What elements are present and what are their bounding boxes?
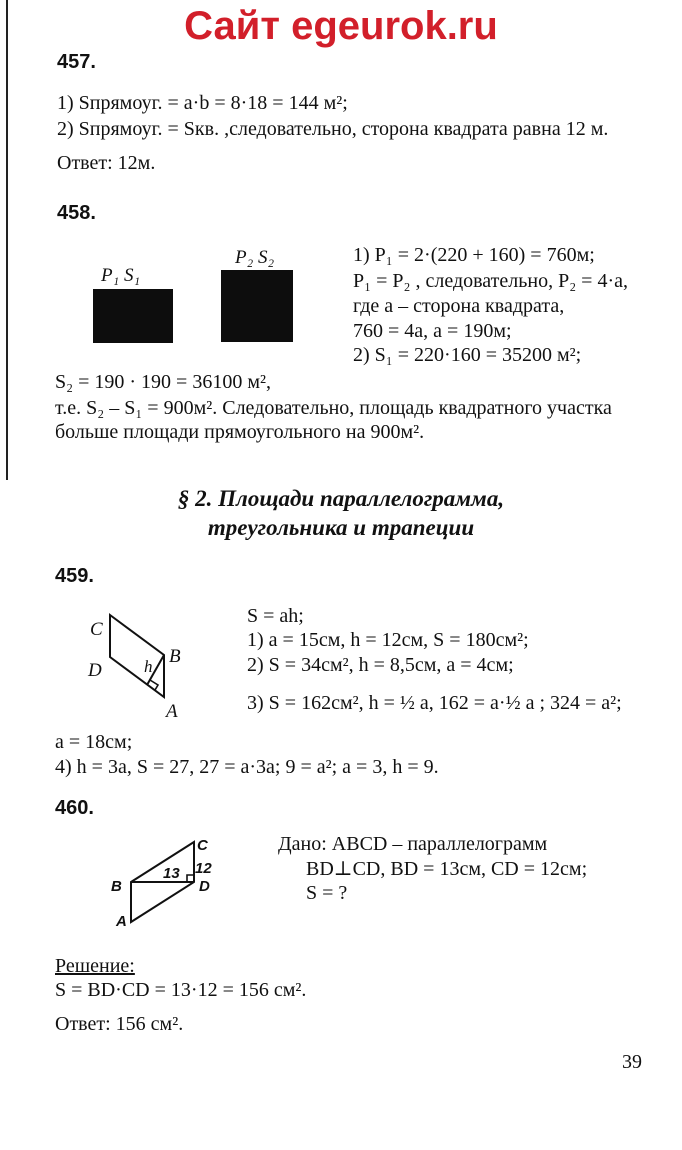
problem-459-line-4: 3) S = 162см², h = ½ a, 162 = a·½ a ; 324 = a²; bbox=[247, 692, 622, 714]
square-label: P₂ S₂ bbox=[235, 247, 275, 268]
problem-458-line-4: 760 = 4a, a = 190м; bbox=[353, 320, 512, 342]
problem-459-line-1: S = ah; bbox=[247, 605, 304, 627]
site-watermark: Сайт egeurok.ru bbox=[184, 4, 498, 48]
vertex-b-label: B bbox=[169, 646, 181, 667]
vertex-a-label-460: A bbox=[116, 913, 127, 930]
problem-460-given-line-2: BD⊥CD, BD = 13см, CD = 12см; bbox=[306, 858, 588, 880]
page-number: 39 bbox=[622, 1051, 642, 1073]
vertex-d-label-460: D bbox=[199, 878, 210, 895]
height-h-label: h bbox=[144, 657, 153, 676]
diagonal-bd-length-label: 13 bbox=[163, 865, 180, 882]
problem-458-line-3: где a – сторона квадрата, bbox=[353, 295, 565, 317]
problem-458-bottom-line-1: S₂ = 190 · 190 = 36100 м², bbox=[55, 371, 271, 393]
section-heading-line-1: § 2. Площади параллелограмма, bbox=[177, 486, 505, 511]
problem-460-given-line-3: S = ? bbox=[306, 882, 348, 904]
rectangle-plot-figure bbox=[93, 289, 173, 343]
problem-459-bottom-line-2: 4) h = 3a, S = 27, 27 = a·3a; 9 = a²; a = 3, h = 9. bbox=[55, 756, 439, 778]
problem-457-line-1: 1) Sпрямоуг. = a·b = 8·18 = 144 м²; bbox=[57, 92, 348, 114]
problem-458-line-5: 2) S₁ = 220·160 = 35200 м²; bbox=[353, 344, 582, 366]
square-plot-figure bbox=[221, 270, 293, 342]
problem-458-number: 458. bbox=[57, 202, 96, 224]
problem-460-given-line-1: Дано: ABCD – параллелограмм bbox=[278, 833, 548, 855]
problem-457-line-2: 2) Sпрямоуг. = Sкв. ,следовательно, сторона квадрата равна 12 м. bbox=[57, 118, 609, 140]
problem-459-line-3: 2) S = 34см², h = 8,5см, a = 4см; bbox=[247, 654, 514, 676]
problem-457-number: 457. bbox=[57, 51, 96, 73]
rectangle-label: P₁ S₁ bbox=[101, 265, 141, 286]
vertex-d-label: D bbox=[88, 660, 102, 681]
problem-460-number: 460. bbox=[55, 797, 94, 819]
side-cd-length-label: 12 bbox=[195, 860, 212, 877]
problem-460-solution-label: Решение: bbox=[55, 955, 135, 977]
problem-459-line-2: 1) a = 15см, h = 12см, S = 180см²; bbox=[247, 629, 529, 651]
problem-458-bottom-line-3: больше площади прямоугольного на 900м². bbox=[55, 421, 425, 443]
problem-460-solution: S = BD·CD = 13·12 = 156 см². bbox=[55, 979, 307, 1001]
problem-457-answer: Ответ: 12м. bbox=[57, 152, 156, 174]
page-left-edge-rule bbox=[6, 0, 8, 480]
section-heading-line-2: треугольника и трапеции bbox=[207, 515, 475, 540]
vertex-c-label-460: C bbox=[197, 837, 208, 854]
problem-458-line-1: 1) P₁ = 2·(220 + 160) = 760м; bbox=[353, 244, 595, 266]
problem-459-bottom-line-1: a = 18см; bbox=[55, 731, 133, 753]
vertex-c-label: C bbox=[90, 619, 103, 640]
problem-458-line-2: P₁ = P₂ , следовательно, P₂ = 4·a, bbox=[353, 270, 628, 292]
vertex-b-label-460: B bbox=[111, 878, 122, 895]
vertex-a-label: A bbox=[166, 701, 178, 722]
problem-460-answer: Ответ: 156 см². bbox=[55, 1013, 184, 1035]
problem-458-bottom-line-2: т.е. S₂ – S₁ = 900м². Следовательно, площадь квадратного участка bbox=[55, 397, 612, 419]
problem-459-number: 459. bbox=[55, 565, 94, 587]
